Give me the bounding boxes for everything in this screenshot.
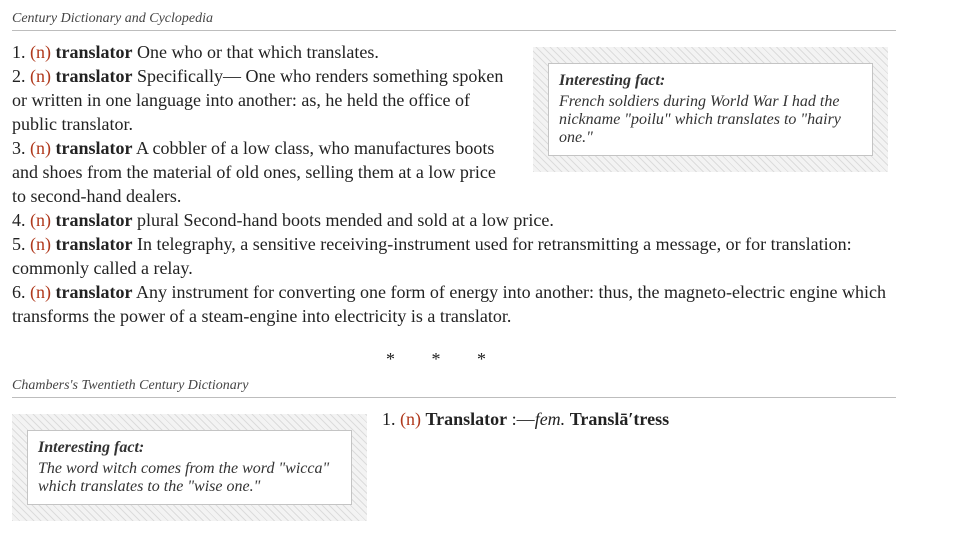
definitions-list bbox=[382, 407, 902, 431]
feminine-form: Translā′tress bbox=[569, 409, 670, 429]
definition-number: 1. bbox=[382, 409, 396, 429]
definition-number: 2. bbox=[12, 66, 26, 86]
part-of-speech: (n) bbox=[30, 42, 51, 62]
headword: translator bbox=[55, 282, 133, 302]
fact-title: Interesting fact: bbox=[38, 439, 145, 456]
fact-text: The word witch comes from the word "wicca" which translates to the "wise one." bbox=[38, 460, 330, 495]
definition-entry bbox=[12, 232, 892, 280]
definition-separator: :— bbox=[511, 409, 535, 429]
fact-box bbox=[12, 414, 367, 521]
definition-text: plural Second-hand boots mended and sold at a low price. bbox=[136, 210, 554, 230]
headword: translator bbox=[55, 234, 133, 254]
headword: translator bbox=[55, 66, 133, 86]
headword: Translator bbox=[425, 409, 508, 429]
fact-box bbox=[533, 47, 888, 172]
definition-text: One who or that which translates. bbox=[136, 42, 379, 62]
fact-box-inner bbox=[27, 430, 352, 505]
part-of-speech: (n) bbox=[30, 210, 51, 230]
definition-number: 6. bbox=[12, 282, 26, 302]
definition-entry bbox=[12, 208, 892, 232]
headword: translator bbox=[55, 42, 133, 62]
definition-entry bbox=[12, 280, 892, 328]
definition-text: In telegraphy, a sensitive receiving-instrument used for retransmitting a message, or for translation: commonly called a relay. bbox=[12, 234, 852, 278]
fact-title: Interesting fact: bbox=[559, 72, 666, 89]
definition-text: Any instrument for converting one form of energy into another: thus, the magneto-electric engine which transforms the power of a steam-engine into electricity is a translator. bbox=[12, 282, 886, 326]
headword: translator bbox=[55, 138, 133, 158]
source-title: Chambers's Twentieth Century Dictionary bbox=[12, 377, 896, 398]
definition-number: 3. bbox=[12, 138, 26, 158]
definition-text: Specifically— One who renders something spoken or written in one language into another: as, he held the office of public translator. bbox=[12, 66, 504, 134]
definitions-list bbox=[12, 40, 892, 328]
definition-number: 4. bbox=[12, 210, 26, 230]
headword: translator bbox=[55, 210, 133, 230]
definition-number: 1. bbox=[12, 42, 26, 62]
part-of-speech: (n) bbox=[30, 282, 51, 302]
fact-box-inner bbox=[548, 63, 873, 156]
part-of-speech: (n) bbox=[30, 138, 51, 158]
part-of-speech: (n) bbox=[400, 409, 421, 429]
definition-number: 5. bbox=[12, 234, 26, 254]
section-divider: * * * bbox=[386, 349, 502, 369]
fact-text: French soldiers during World War I had the nickname "poilu" which translates to "hairy one." bbox=[559, 93, 841, 146]
feminine-label: fem. bbox=[534, 409, 566, 429]
definition-text: A cobbler of a low class, who manufactures boots and shoes from the material of old ones, selling them at a low price to second-hand dealers. bbox=[12, 138, 496, 206]
source-title: Century Dictionary and Cyclopedia bbox=[12, 10, 896, 31]
definition-entry bbox=[382, 407, 902, 431]
part-of-speech: (n) bbox=[30, 234, 51, 254]
part-of-speech: (n) bbox=[30, 66, 51, 86]
